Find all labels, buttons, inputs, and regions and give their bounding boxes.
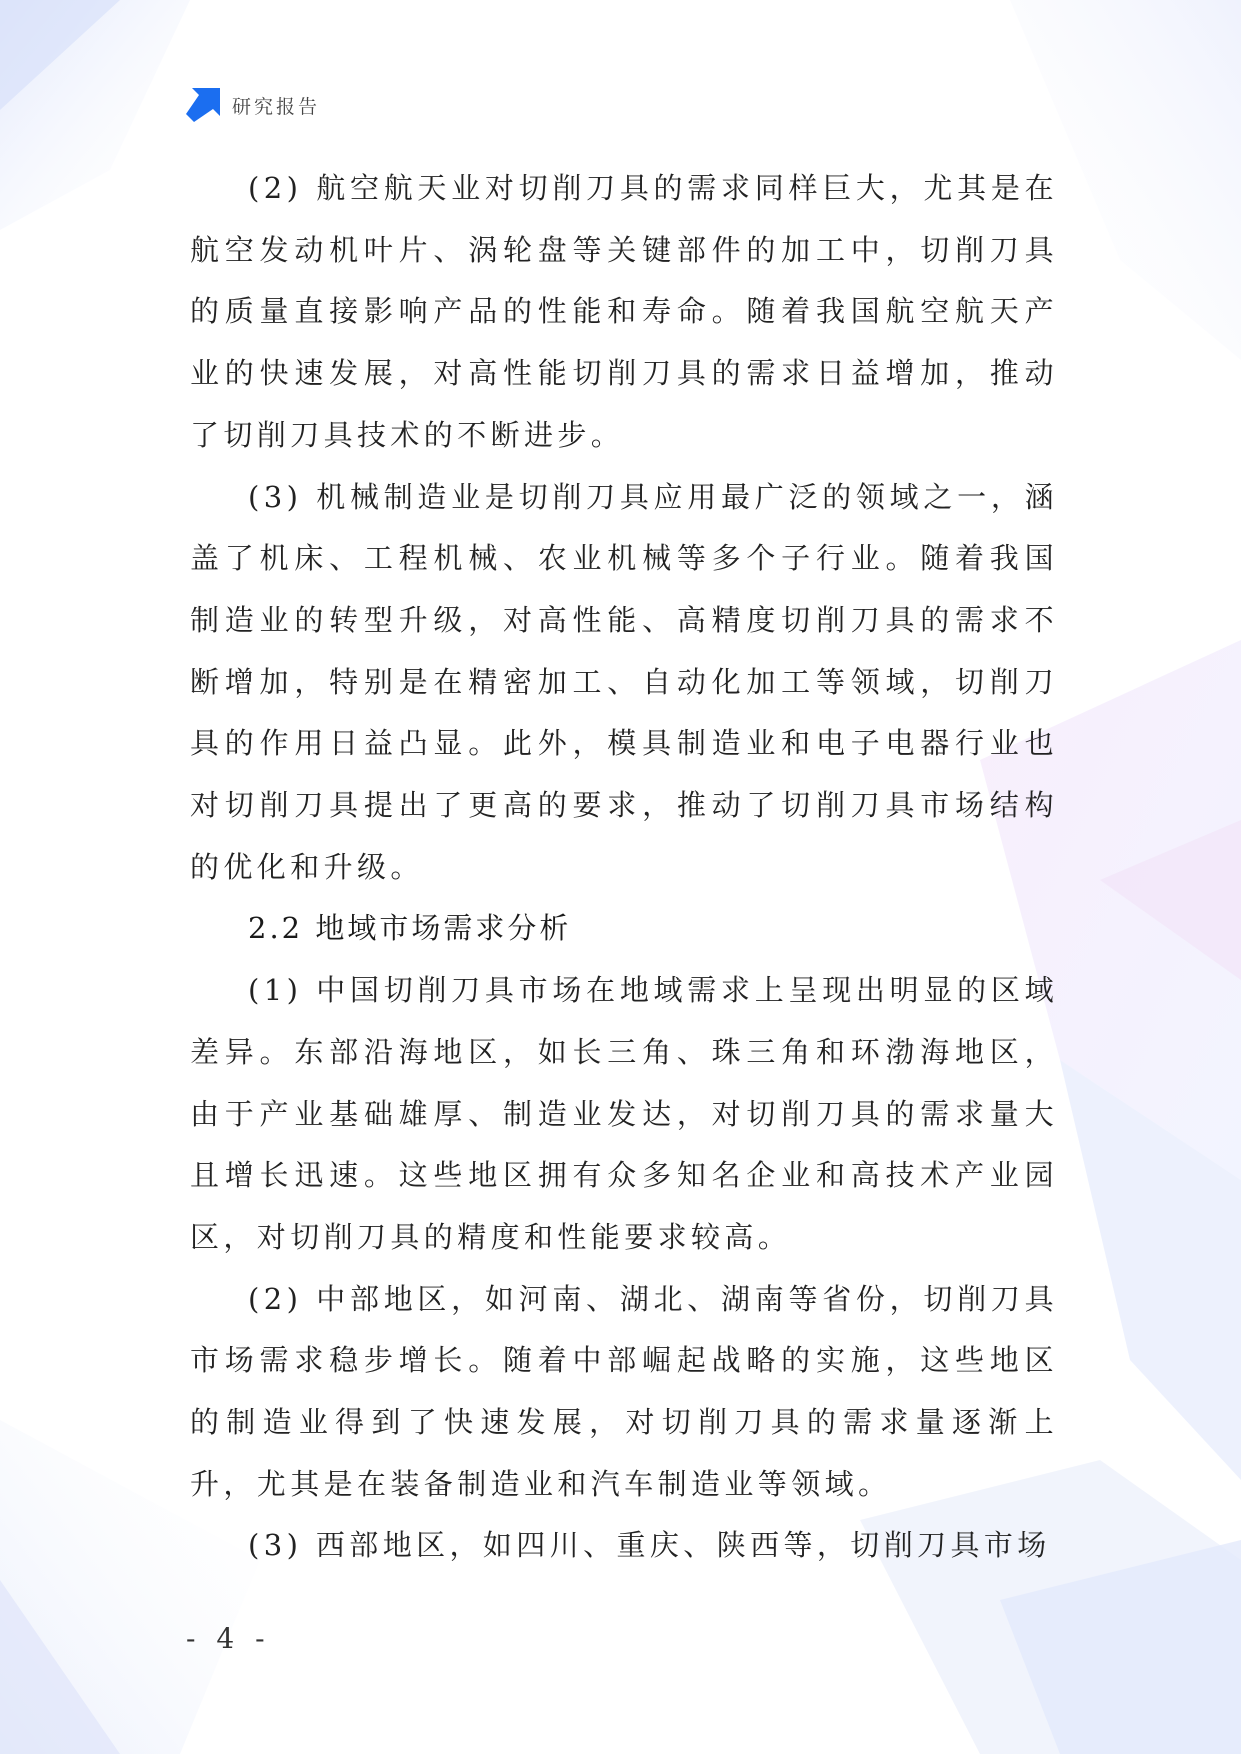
report-header <box>186 88 320 122</box>
paragraph-aerospace: (2) 航空航天业对切削刀具的需求同样巨大，尤其是在航空发动机叶片、涡轮盘等关键部件的加工中，切削刀具的质量直接影响产品的性能和寿命。随着我国航空航天产业的快速发展，对高性能切削刀具的需求日益增加，推动了切削刀具技术的不断进步。 <box>190 171 1058 452</box>
paragraph-east-region: (1) 中国切削刀具市场在地域需求上呈现出明显的区域差异。东部沿海地区，如长三角、珠三角和环渤海地区，由于产业基础雄厚、制造业发达，对切削刀具的需求量大且增长迅速。这些地区拥有众多知名企业和高技术产业园区，对切削刀具的精度和性能要求较高。 <box>190 973 1058 1254</box>
header-title: 研究报告 <box>232 95 321 118</box>
paragraph-machinery: (3) 机械制造业是切削刀具应用最广泛的领域之一，涵盖了机床、工程机械、农业机械等多个子行业。随着我国制造业的转型升级，对高性能、高精度切削刀具的需求不断增加，特别是在精密加工、自动化加工等领域，切削刀具的作用日益凸显。此外，模具制造业和电子电器行业也对切削刀具提出了更高的要求，推动了切削刀具市场结构的优化和升级。 <box>190 479 1058 884</box>
paragraph-west-region: (3) 西部地区，如四川、重庆、陕西等，切削刀具市场 <box>248 1528 1051 1563</box>
document-body <box>190 158 1058 1577</box>
page-number: - 4 - <box>186 1622 271 1655</box>
section-heading: 2.2 地域市场需求分析 <box>248 911 572 946</box>
arrow-up-right-icon <box>186 88 220 122</box>
paragraph-central-region: (2) 中部地区，如河南、湖北、湖南等省份，切削刀具市场需求稳步增长。随着中部崛起战略的实施，这些地区的制造业得到了快速发展，对切削刀具的需求量逐渐上升，尤其是在装备制造业和汽车制造业等领域。 <box>190 1281 1058 1501</box>
